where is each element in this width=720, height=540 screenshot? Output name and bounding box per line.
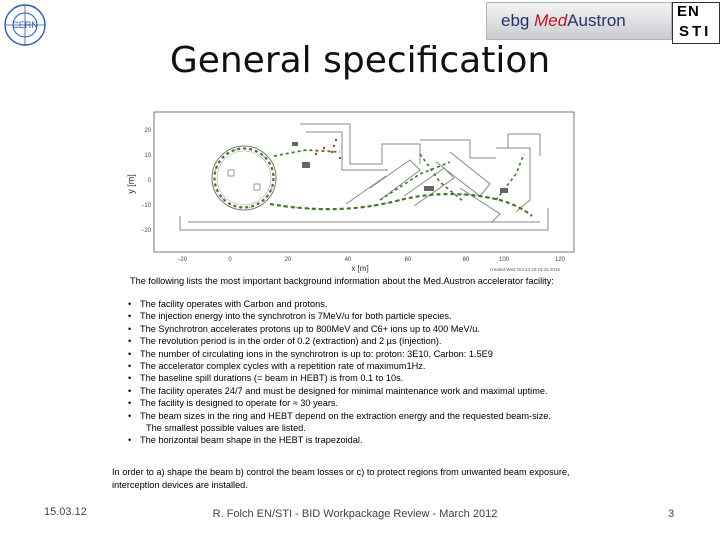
closing-text: In order to a) shape the beam b) control the beam losses or c) to protect regions from unwanted beam exposure, interception devices are installed. (112, 467, 570, 490)
y-tick: −10 (140, 203, 151, 209)
list-item-text: The accelerator complex cycles with a repetition rate of maximum1Hz. (140, 361, 426, 372)
list-item-text: The horizontal beam shape in the HEBT is trapezoidal. (140, 435, 363, 446)
y-tick: 0 (147, 178, 151, 184)
intro-text: The following lists the most important background information about the Med.Austron accelerator facility: (130, 276, 554, 286)
sti-label: STI (679, 23, 712, 40)
list-item-text: The baseline spill durations (= beam in HEBT) is from 0.1 to 10s. (140, 373, 404, 384)
list-item (128, 385, 608, 397)
list-item-text: The beam sizes in the ring and HEBT depend on the extraction energy and the requested beam-size. (140, 410, 551, 421)
medaustron-banner (486, 2, 672, 40)
x-tick: 80 (462, 257, 470, 263)
list-item (128, 335, 608, 347)
x-axis-label: x [m] (351, 264, 369, 273)
x-tick: 120 (554, 257, 566, 263)
list-item-text: The facility operates 24/7 and must be designed for minimal maintenance work and maximal uptime. (140, 385, 548, 396)
x-tick: 0 (228, 257, 232, 263)
accelerator-layout-figure (120, 104, 580, 276)
spec-list (128, 298, 608, 447)
list-item (128, 298, 608, 310)
list-item-text: The facility operates with Carbon and protons. (140, 299, 328, 309)
y-tick: 10 (144, 153, 151, 159)
list-item-continuation: The smallest possible values are listed. (146, 423, 306, 434)
footer-date: 15.03.12 (44, 506, 87, 518)
figure-timestamp: created Wed Oct 14 10:18:15 2015 (490, 267, 560, 272)
list-item-text: The revolution period is in the order of 0.2 (extraction) and 2 µs (injection). (140, 336, 442, 347)
x-tick: 40 (344, 257, 352, 263)
list-item (128, 323, 608, 335)
list-item (128, 434, 608, 446)
banner-med: Med (534, 11, 568, 30)
list-item (128, 397, 608, 409)
x-tick: −20 (176, 257, 188, 263)
y-tick: −20 (140, 228, 151, 234)
en-label: EN (677, 3, 700, 20)
y-tick: 20 (144, 128, 151, 134)
x-tick: 60 (404, 257, 412, 263)
banner-prefix: ebg (501, 11, 535, 30)
cern-logo-text: CERN (12, 20, 38, 30)
en-sti-logo (672, 2, 720, 44)
list-item (128, 410, 608, 435)
list-item-text: The number of circulating ions in the synchrotron is up to: proton: 3E10, Carbon: 1.5E9 (140, 348, 493, 359)
x-tick: 20 (284, 257, 292, 263)
banner-text (501, 11, 626, 31)
slide-title: General specification (169, 40, 551, 81)
list-item (128, 360, 608, 372)
footer-center-text: R. Folch EN/STI - BID Workpackage Review - March 2012 (212, 508, 498, 520)
page-number: 3 (668, 508, 675, 520)
list-item-text: The injection energy into the synchrotron is 7MeV/u for both particle species. (140, 311, 452, 322)
list-item (128, 348, 608, 360)
y-axis-label: y [m] (126, 174, 136, 194)
list-item (128, 372, 608, 384)
x-tick: 100 (498, 257, 510, 263)
list-item (128, 310, 608, 322)
banner-suffix: Austron (567, 11, 626, 30)
list-item-text: The facility is designed to operate for ≈ 30 years. (140, 398, 339, 409)
list-item-text: The Synchrotron accelerates protons up to 800MeV and C6+ ions up to 400 MeV/u. (140, 323, 480, 334)
